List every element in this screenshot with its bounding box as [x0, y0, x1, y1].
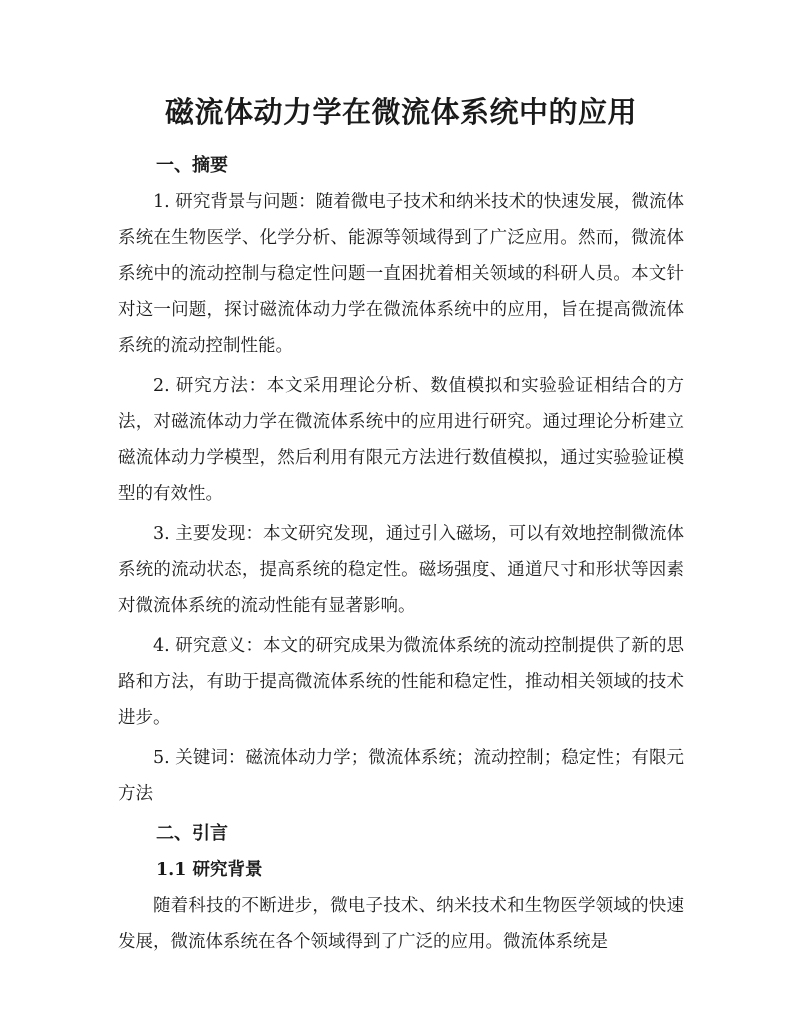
abstract-paragraph-significance: 4. 研究意义：本文的研究成果为微流体系统的流动控制提供了新的思路和方法，有助于提高微流体系统的性能和稳定性，推动相关领域的技术进步。: [118, 636, 684, 728]
section-heading-abstract: 一、摘要: [156, 155, 228, 176]
abstract-paragraph-background: 1. 研究背景与问题：随着微电子技术和纳米技术的快速发展，微流体系统在生物医学、化学分析、能源等领域得到了广泛应用。然而，微流体系统中的流动控制与稳定性问题一直困扰着相关领域的科研人员。本文针对这一问题，探讨磁流体动力学在微流体系统中的应用，旨在提高微流体系统的流动控制性能。: [118, 192, 684, 356]
abstract-paragraph-methods: 2. 研究方法：本文采用理论分析、数值模拟和实验验证相结合的方法，对磁流体动力学在微流体系统中的应用进行研究。通过理论分析建立磁流体动力学模型，然后利用有限元方法进行数值模拟，通过实验验证模型的有效性。: [118, 376, 684, 504]
abstract-paragraph-keywords: 5. 关键词：磁流体动力学；微流体系统；流动控制；稳定性；有限元方法: [118, 748, 684, 804]
document-page: [118, 0, 684, 964]
section-heading-introduction: 二、引言: [156, 823, 228, 844]
introduction-paragraph: 随着科技的不断进步，微电子技术、纳米技术和生物医学领域的快速发展，微流体系统在各个领域得到了广泛的应用。微流体系统是: [118, 896, 684, 952]
abstract-paragraph-findings: 3. 主要发现：本文研究发现，通过引入磁场，可以有效地控制微流体系统的流动状态，提高系统的稳定性。磁场强度、通道尺寸和形状等因素对微流体系统的流动性能有显著影响。: [118, 524, 684, 616]
document-title: 磁流体动力学在微流体系统中的应用: [164, 95, 637, 129]
subsection-heading-background: 1.1 研究背景: [156, 860, 263, 880]
